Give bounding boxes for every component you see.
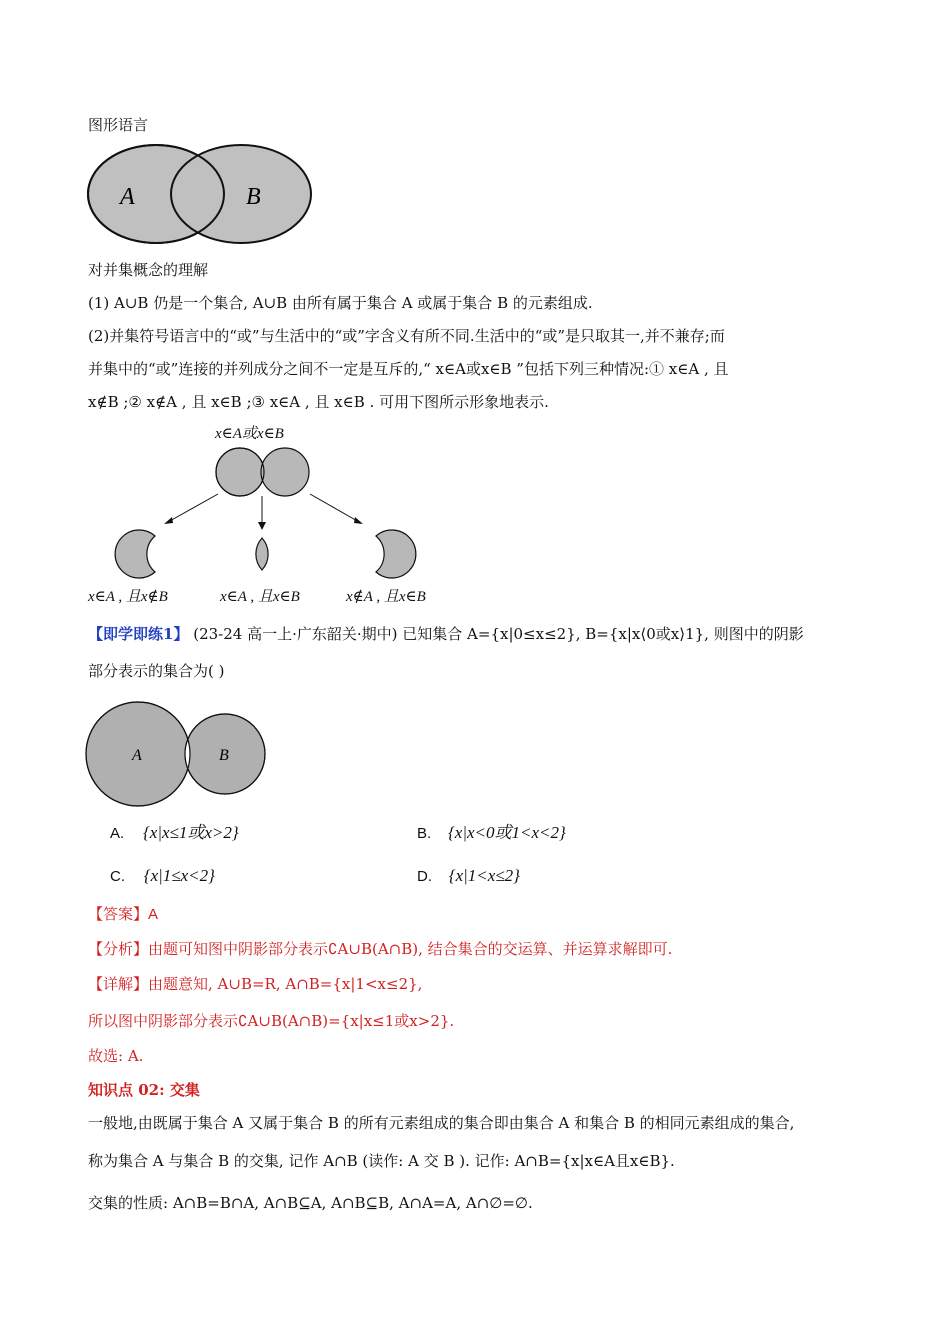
- option-b-text: {x|x<0或1<x<2}: [447, 823, 566, 842]
- venn-label-a: A: [120, 184, 135, 210]
- kp2-title: 知识点 02: 交集: [88, 1081, 200, 1099]
- option-a[interactable]: [110, 823, 239, 844]
- understanding-p1: (1) A∪B 仍是一个集合, A∪B 由所有属于集合 A 或属于集合 B 的元素组成.: [88, 294, 593, 312]
- option-d-text: {x|1<x≤2}: [448, 866, 520, 885]
- exercise-stem: 已知集合 A={x|0≤x≤2}, B={x|x⟨0或x⟩1}, 则图中的阴影: [402, 625, 804, 643]
- answer-tag: 【答案】: [88, 905, 149, 923]
- understanding-title: 对并集概念的理解: [88, 261, 209, 279]
- detail-text1: 由题意知, A∪B=R, A∩B={x|1<x≤2},: [148, 975, 423, 993]
- detail-line1: [88, 974, 422, 994]
- venn-label-b: B: [246, 184, 261, 210]
- union-cases-diagram: [100, 440, 440, 580]
- understanding-p2-line3: x∉B ;② x∉A , 且 x∈B ;③ x∈A , 且 x∈B . 可用下图所示形象地表示.: [88, 393, 549, 411]
- understanding-p2-line1: (2)并集符号语言中的“或”与生活中的“或”字含义有所不同.生活中的“或”是只取其一,并不兼存;而: [88, 327, 725, 345]
- analysis-text: 由题可知图中阴影部分表示∁A∪B(A∩B), 结合集合的交运算、并运算求解即可.: [148, 940, 673, 958]
- kp2-line1: 一般地,由既属于集合 A 又属于集合 B 的所有元素组成的集合即由集合 A 和集合 B 的相同元素组成的集合,: [88, 1114, 795, 1132]
- exercise-venn-label-b: B: [219, 747, 229, 764]
- answer-value: A: [148, 906, 159, 923]
- case1-label: x∈A , 且x∉B: [88, 589, 168, 605]
- exercise-venn-label-a: A: [132, 747, 142, 764]
- exercise-venn-diagram: [84, 700, 270, 810]
- option-c[interactable]: [110, 866, 215, 887]
- venn-union-diagram: [86, 142, 316, 246]
- option-b-key: B.: [417, 825, 432, 842]
- option-c-key: C.: [110, 868, 125, 885]
- kp2-line2: 称为集合 A 与集合 B 的交集, 记作 A∩B (读作: A 交 B ). 记作: A∩B={x|x∈A且x∈B}.: [88, 1152, 675, 1170]
- analysis-tag: 【分析】: [88, 940, 149, 958]
- analysis-line: [88, 939, 672, 959]
- case3-label: x∉A , 且x∈B: [346, 589, 426, 605]
- detail-line2: 所以图中阴影部分表示∁A∪B(A∩B)={x|x≤1或x>2}.: [88, 1012, 455, 1030]
- option-a-text: {x|x≤1或x>2}: [142, 823, 239, 842]
- understanding-p2-line2: 并集中的“或”连接的并列成分之间不一定是互斥的,“ x∈A或x∈B ”包括下列三种情况:① x∈A , 且: [88, 360, 729, 378]
- answer-line: [88, 904, 158, 925]
- detail-tag: 【详解】: [88, 975, 149, 993]
- option-d[interactable]: [417, 866, 520, 887]
- exercise-line2: 部分表示的集合为( ): [88, 662, 225, 680]
- case2-label: x∈A , 且x∈B: [220, 589, 300, 605]
- option-c-text: {x|1≤x<2}: [143, 866, 215, 885]
- diagram-top-label: x∈A或x∈B: [215, 426, 284, 442]
- exercise-line1: [88, 624, 804, 644]
- section-graphic-title: 图形语言: [88, 116, 149, 134]
- option-a-key: A.: [110, 825, 125, 842]
- kp2-line3: 交集的性质: A∩B=B∩A, A∩B⊆A, A∩B⊆B, A∩A=A, A∩∅=∅.: [88, 1194, 533, 1212]
- detail-line3: 故选: A.: [88, 1047, 144, 1065]
- exercise-source: (23-24 高一上·广东韶关·期中): [193, 625, 398, 643]
- option-d-key: D.: [417, 868, 432, 885]
- option-b[interactable]: [417, 823, 566, 844]
- exercise-tag: 【即学即练1】: [88, 625, 189, 643]
